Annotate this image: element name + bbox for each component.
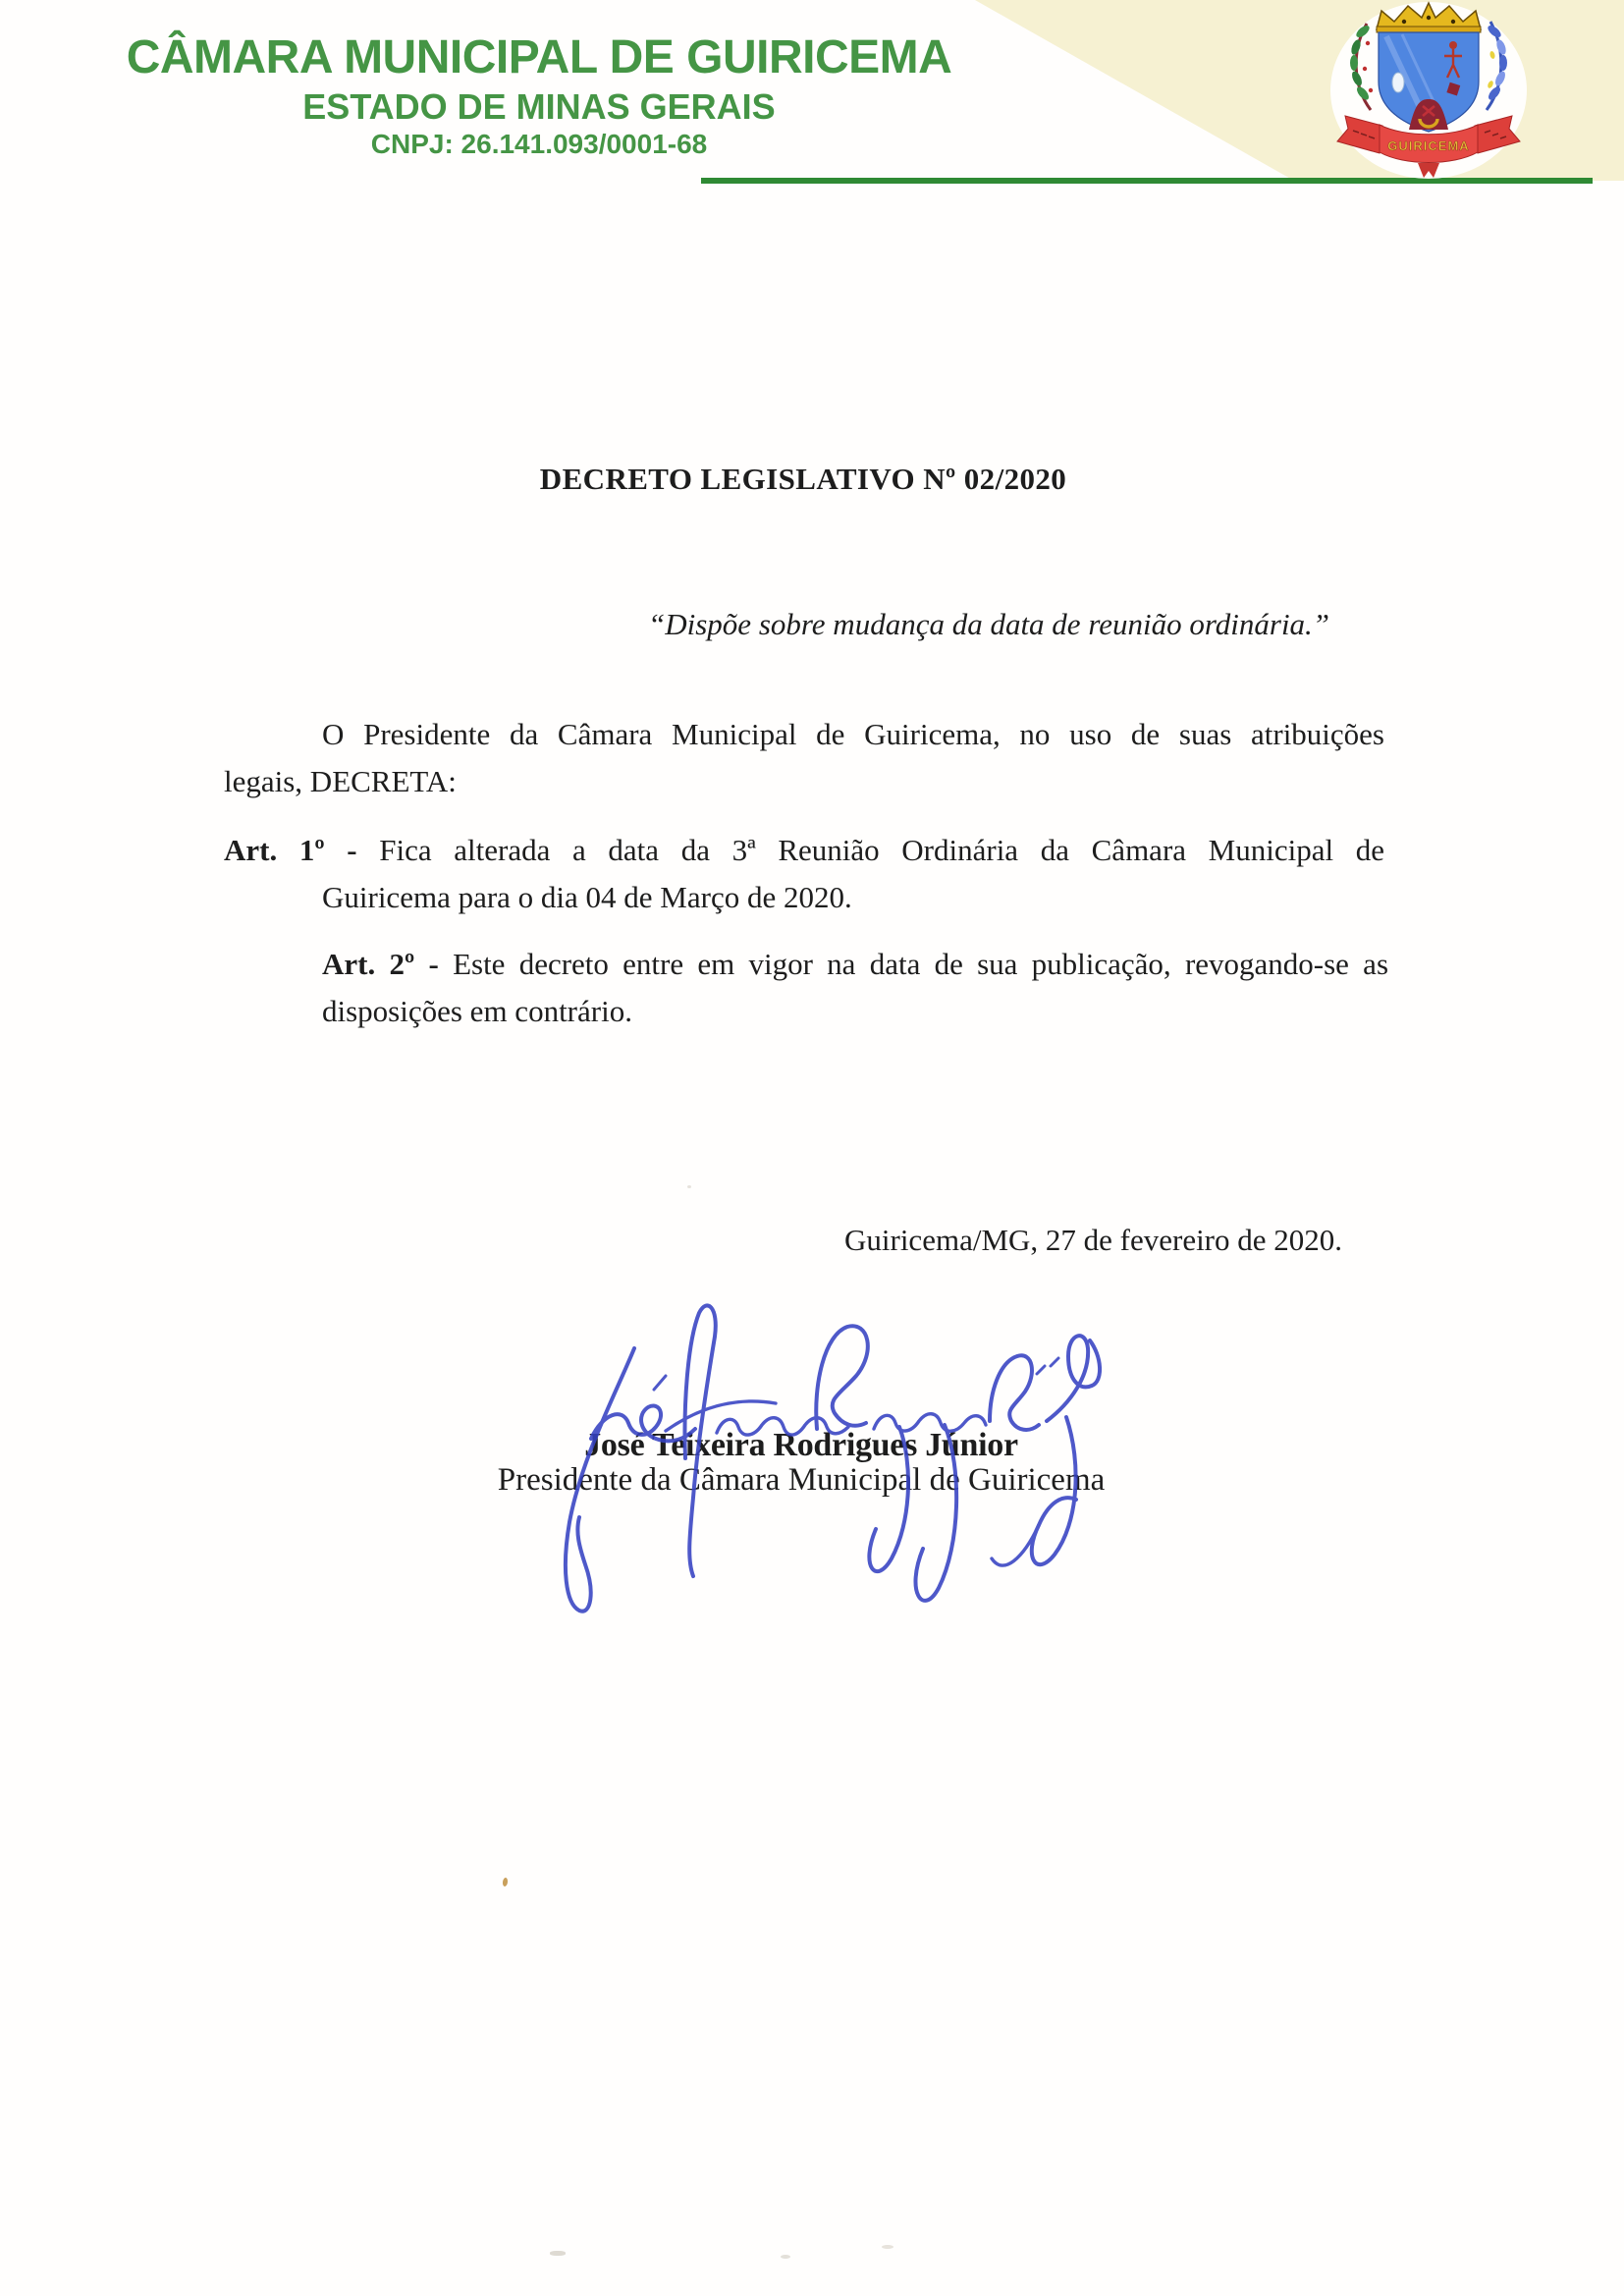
letterhead [94, 29, 984, 161]
preamble-line-1: O Presidente da Câmara Municipal de Guiricema, no uso de suas atribuições [322, 717, 1384, 751]
preamble-line-2: legais, DECRETA: [224, 764, 457, 798]
state-line: ESTADO DE MINAS GERAIS [302, 86, 776, 127]
scan-speck [882, 2245, 893, 2249]
article-1-line-2: Guiricema para o dia 04 de Março de 2020. [322, 880, 852, 914]
scan-speck [550, 2251, 566, 2256]
article-1-label: Art. 1º - [224, 833, 357, 867]
scan-speck [781, 2255, 790, 2259]
signer-name: José Teixeira Rodrigues Júnior [584, 1427, 1018, 1463]
signer-title: Presidente da Câmara Municipal de Guiricema [497, 1462, 1106, 1498]
article-1-line-1: Art. 1º - Fica alterada a data da 3ª Reunião Ordinária da Câmara Municipal de [224, 833, 1385, 867]
scan-speck [687, 1185, 691, 1188]
cnpj-line: CNPJ: 26.141.093/0001-68 [370, 129, 708, 159]
article-2-line-2: disposições em contrário. [322, 994, 632, 1028]
article-2-paragraph [322, 941, 1388, 1035]
coat-of-arms-icon [1327, 0, 1530, 181]
article-1-paragraph [224, 827, 1384, 921]
preamble-paragraph [224, 711, 1384, 805]
org-name: CÂMARA MUNICIPAL DE GUIRICEMA [126, 31, 952, 83]
handwritten-signature [540, 1301, 1129, 1625]
decree-epigraph: “Dispõe sobre mudança da data de reunião ordinária.” [648, 607, 1330, 641]
decree-title: DECRETO LEGISLATIVO Nº 02/2020 [539, 462, 1067, 496]
article-2-label: Art. 2º - [322, 947, 439, 981]
ribbon-text: GUIRICEMA [1387, 138, 1470, 153]
place-date-line: Guiricema/MG, 27 de fevereiro de 2020. [844, 1223, 1343, 1257]
scan-speck [502, 1878, 508, 1887]
article-2-line-1: Art. 2º - Este decreto entre em vigor na data de sua publicação, revogando-se as [322, 947, 1389, 981]
